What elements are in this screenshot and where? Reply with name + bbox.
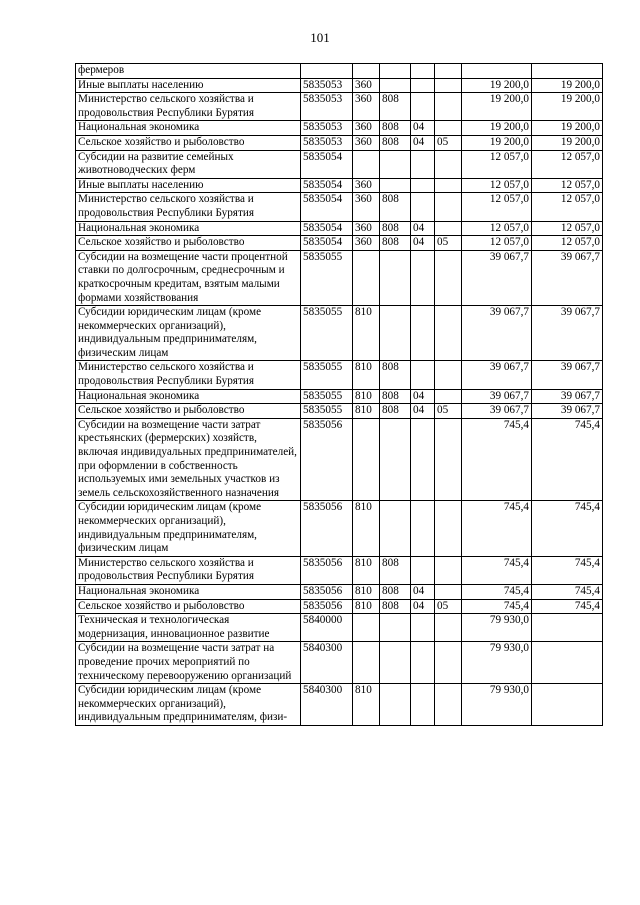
cell-expense-type: 810 — [353, 599, 380, 614]
cell-section — [411, 614, 435, 642]
cell-ministry-code: 808 — [380, 93, 411, 121]
cell-amount-2: 745,4 — [532, 501, 603, 556]
cell-expense-type: 360 — [353, 236, 380, 251]
cell-target-code: 5835055 — [301, 404, 353, 419]
cell-name: Сельское хозяйство и рыболовство — [76, 236, 301, 251]
cell-expense-type — [353, 150, 380, 178]
cell-ministry-code: 808 — [380, 584, 411, 599]
table-row — [76, 135, 603, 150]
cell-name: Иные выплаты населению — [76, 78, 301, 93]
cell-section — [411, 684, 435, 726]
cell-amount-2: 19 200,0 — [532, 135, 603, 150]
cell-section: 04 — [411, 121, 435, 136]
cell-expense-type — [353, 614, 380, 642]
cell-target-code: 5835056 — [301, 418, 353, 501]
cell-subsection — [435, 684, 462, 726]
cell-subsection: 05 — [435, 599, 462, 614]
table-row — [76, 121, 603, 136]
cell-amount-1: 39 067,7 — [462, 389, 532, 404]
table-body — [76, 64, 603, 726]
cell-amount-2: 745,4 — [532, 599, 603, 614]
cell-section: 04 — [411, 236, 435, 251]
cell-target-code: 5835053 — [301, 93, 353, 121]
cell-ministry-code: 808 — [380, 236, 411, 251]
cell-expense-type: 810 — [353, 584, 380, 599]
cell-section — [411, 556, 435, 584]
cell-expense-type: 360 — [353, 178, 380, 193]
cell-expense-type: 810 — [353, 404, 380, 419]
table-row — [76, 221, 603, 236]
cell-amount-2: 745,4 — [532, 556, 603, 584]
cell-target-code: 5835055 — [301, 361, 353, 389]
table-row — [76, 684, 603, 726]
cell-amount-1: 19 200,0 — [462, 135, 532, 150]
cell-ministry-code: 808 — [380, 121, 411, 136]
cell-ministry-code — [380, 150, 411, 178]
cell-ministry-code — [380, 78, 411, 93]
cell-target-code: 5835053 — [301, 135, 353, 150]
cell-target-code: 5840300 — [301, 642, 353, 684]
cell-amount-1: 19 200,0 — [462, 78, 532, 93]
cell-amount-1: 79 930,0 — [462, 684, 532, 726]
cell-target-code: 5835055 — [301, 250, 353, 305]
cell-amount-2: 745,4 — [532, 584, 603, 599]
cell-amount-2: 19 200,0 — [532, 78, 603, 93]
cell-name: Министерство сельского хозяйства и продовольствия Республики Бурятия — [76, 93, 301, 121]
cell-subsection — [435, 78, 462, 93]
cell-subsection — [435, 389, 462, 404]
cell-name: Сельское хозяйство и рыболовство — [76, 404, 301, 419]
cell-subsection — [435, 418, 462, 501]
table-row — [76, 418, 603, 501]
cell-amount-1: 12 057,0 — [462, 178, 532, 193]
cell-expense-type: 360 — [353, 221, 380, 236]
cell-section — [411, 306, 435, 361]
cell-amount-2: 12 057,0 — [532, 221, 603, 236]
table-row — [76, 236, 603, 251]
cell-expense-type — [353, 250, 380, 305]
cell-subsection — [435, 584, 462, 599]
cell-ministry-code — [380, 642, 411, 684]
cell-amount-2: 12 057,0 — [532, 193, 603, 221]
cell-amount-1: 19 200,0 — [462, 121, 532, 136]
cell-amount-2 — [532, 642, 603, 684]
cell-amount-1: 12 057,0 — [462, 193, 532, 221]
cell-ministry-code — [380, 684, 411, 726]
table-row — [76, 361, 603, 389]
cell-ministry-code: 808 — [380, 556, 411, 584]
cell-subsection — [435, 64, 462, 79]
table-row — [76, 599, 603, 614]
cell-ministry-code — [380, 418, 411, 501]
cell-expense-type: 360 — [353, 78, 380, 93]
cell-name: Национальная экономика — [76, 584, 301, 599]
table-row — [76, 250, 603, 305]
cell-section: 04 — [411, 135, 435, 150]
cell-amount-1: 79 930,0 — [462, 614, 532, 642]
cell-name: Субсидии на возмещение части затрат крестьянских (фермерских) хозяйств, включая индивидуальных предпринимателей, при оформлении в собственность используемых ими земельных участков из земель сельскохозяйственного назначения — [76, 418, 301, 501]
table-row — [76, 78, 603, 93]
cell-name: Министерство сельского хозяйства и продовольствия Республики Бурятия — [76, 361, 301, 389]
cell-name: Субсидии на возмещение части затрат на проведение прочих мероприятий по техническому перевооружению организаций — [76, 642, 301, 684]
cell-section — [411, 93, 435, 121]
cell-amount-2: 12 057,0 — [532, 178, 603, 193]
cell-amount-1: 12 057,0 — [462, 221, 532, 236]
cell-amount-1: 745,4 — [462, 599, 532, 614]
cell-target-code: 5835056 — [301, 556, 353, 584]
cell-amount-1 — [462, 64, 532, 79]
cell-subsection — [435, 150, 462, 178]
cell-subsection: 05 — [435, 135, 462, 150]
table-row — [76, 64, 603, 79]
cell-name: Иные выплаты населению — [76, 178, 301, 193]
cell-amount-1: 12 057,0 — [462, 150, 532, 178]
cell-subsection: 05 — [435, 404, 462, 419]
cell-target-code: 5835056 — [301, 599, 353, 614]
cell-expense-type — [353, 64, 380, 79]
cell-amount-1: 39 067,7 — [462, 361, 532, 389]
table-row — [76, 150, 603, 178]
cell-amount-2: 39 067,7 — [532, 404, 603, 419]
cell-target-code: 5835053 — [301, 121, 353, 136]
cell-amount-2: 19 200,0 — [532, 121, 603, 136]
cell-subsection: 05 — [435, 236, 462, 251]
cell-section — [411, 418, 435, 501]
cell-name: Субсидии юридическим лицам (кроме некоммерческих организаций), индивидуальным предпринимателям, физическим лицам — [76, 306, 301, 361]
cell-amount-2: 12 057,0 — [532, 150, 603, 178]
cell-ministry-code — [380, 306, 411, 361]
cell-section — [411, 178, 435, 193]
cell-amount-2: 39 067,7 — [532, 306, 603, 361]
cell-amount-2: 745,4 — [532, 418, 603, 501]
cell-name: Сельское хозяйство и рыболовство — [76, 599, 301, 614]
cell-expense-type: 810 — [353, 306, 380, 361]
table-row — [76, 193, 603, 221]
cell-section — [411, 250, 435, 305]
table-row — [76, 404, 603, 419]
cell-amount-2 — [532, 614, 603, 642]
cell-subsection — [435, 121, 462, 136]
cell-name: Сельское хозяйство и рыболовство — [76, 135, 301, 150]
cell-amount-2: 19 200,0 — [532, 93, 603, 121]
cell-section — [411, 642, 435, 684]
table-row — [76, 178, 603, 193]
cell-ministry-code: 808 — [380, 599, 411, 614]
cell-ministry-code — [380, 64, 411, 79]
cell-subsection — [435, 642, 462, 684]
cell-amount-1: 39 067,7 — [462, 404, 532, 419]
cell-subsection — [435, 556, 462, 584]
cell-amount-1: 19 200,0 — [462, 93, 532, 121]
cell-subsection — [435, 250, 462, 305]
table-row — [76, 584, 603, 599]
cell-amount-1: 745,4 — [462, 501, 532, 556]
cell-expense-type: 810 — [353, 501, 380, 556]
cell-target-code: 5835054 — [301, 193, 353, 221]
cell-ministry-code — [380, 250, 411, 305]
table-row — [76, 614, 603, 642]
cell-subsection — [435, 306, 462, 361]
cell-target-code: 5835055 — [301, 389, 353, 404]
cell-ministry-code: 808 — [380, 404, 411, 419]
cell-amount-1: 79 930,0 — [462, 642, 532, 684]
table-row — [76, 93, 603, 121]
cell-target-code: 5835054 — [301, 236, 353, 251]
cell-section: 04 — [411, 404, 435, 419]
cell-amount-2: 39 067,7 — [532, 250, 603, 305]
cell-expense-type — [353, 642, 380, 684]
cell-target-code: 5840300 — [301, 684, 353, 726]
cell-expense-type: 360 — [353, 135, 380, 150]
cell-subsection — [435, 614, 462, 642]
cell-expense-type: 810 — [353, 684, 380, 726]
table-row — [76, 306, 603, 361]
cell-subsection — [435, 501, 462, 556]
cell-ministry-code — [380, 614, 411, 642]
cell-name: Министерство сельского хозяйства и продовольствия Республики Бурятия — [76, 193, 301, 221]
cell-subsection — [435, 193, 462, 221]
cell-name: Субсидии юридическим лицам (кроме некоммерческих организаций), индивидуальным предпринимателям, физи- — [76, 684, 301, 726]
cell-expense-type: 810 — [353, 556, 380, 584]
cell-section: 04 — [411, 221, 435, 236]
cell-target-code: 5835054 — [301, 150, 353, 178]
cell-ministry-code: 808 — [380, 193, 411, 221]
cell-target-code: 5835053 — [301, 78, 353, 93]
cell-name: Субсидии на развитие семейных животноводческих ферм — [76, 150, 301, 178]
table-row — [76, 642, 603, 684]
cell-amount-1: 745,4 — [462, 584, 532, 599]
cell-ministry-code: 808 — [380, 135, 411, 150]
cell-subsection — [435, 93, 462, 121]
cell-subsection — [435, 361, 462, 389]
cell-target-code: 5835054 — [301, 178, 353, 193]
cell-ministry-code: 808 — [380, 221, 411, 236]
cell-target-code — [301, 64, 353, 79]
cell-expense-type: 810 — [353, 361, 380, 389]
cell-target-code: 5835056 — [301, 501, 353, 556]
cell-target-code: 5835054 — [301, 221, 353, 236]
cell-name: Национальная экономика — [76, 121, 301, 136]
cell-target-code: 5835056 — [301, 584, 353, 599]
cell-section: 04 — [411, 584, 435, 599]
cell-expense-type: 360 — [353, 121, 380, 136]
cell-expense-type: 360 — [353, 193, 380, 221]
cell-subsection — [435, 178, 462, 193]
table-row — [76, 389, 603, 404]
cell-ministry-code — [380, 501, 411, 556]
cell-amount-1: 12 057,0 — [462, 236, 532, 251]
cell-section: 04 — [411, 599, 435, 614]
cell-section — [411, 361, 435, 389]
cell-section — [411, 64, 435, 79]
cell-expense-type — [353, 418, 380, 501]
cell-amount-2 — [532, 64, 603, 79]
cell-name: Национальная экономика — [76, 221, 301, 236]
cell-amount-1: 39 067,7 — [462, 250, 532, 305]
cell-name: Министерство сельского хозяйства и продовольствия Республики Бурятия — [76, 556, 301, 584]
cell-target-code: 5835055 — [301, 306, 353, 361]
cell-target-code: 5840000 — [301, 614, 353, 642]
cell-section — [411, 501, 435, 556]
cell-amount-1: 745,4 — [462, 556, 532, 584]
table-row — [76, 556, 603, 584]
cell-name: Техническая и технологическая модернизация, инновационное развитие — [76, 614, 301, 642]
cell-amount-1: 745,4 — [462, 418, 532, 501]
cell-amount-1: 39 067,7 — [462, 306, 532, 361]
cell-name: Субсидии на возмещение части процентной ставки по долгосрочным, среднесрочным и краткосрочным кредитам, взятым малыми формами хозяйствования — [76, 250, 301, 305]
table-row — [76, 501, 603, 556]
cell-subsection — [435, 221, 462, 236]
page-number: 101 — [310, 30, 330, 45]
cell-expense-type: 810 — [353, 389, 380, 404]
cell-amount-2: 12 057,0 — [532, 236, 603, 251]
cell-section — [411, 78, 435, 93]
cell-ministry-code: 808 — [380, 361, 411, 389]
budget-table — [75, 63, 603, 726]
cell-amount-2: 39 067,7 — [532, 361, 603, 389]
cell-section — [411, 193, 435, 221]
cell-name: фермеров — [76, 64, 301, 79]
cell-section — [411, 150, 435, 178]
cell-amount-2 — [532, 684, 603, 726]
cell-section: 04 — [411, 389, 435, 404]
cell-name: Субсидии юридическим лицам (кроме некоммерческих организаций), индивидуальным предпринимателям, физическим лицам — [76, 501, 301, 556]
cell-ministry-code: 808 — [380, 389, 411, 404]
cell-name: Национальная экономика — [76, 389, 301, 404]
cell-expense-type: 360 — [353, 93, 380, 121]
cell-ministry-code — [380, 178, 411, 193]
cell-amount-2: 39 067,7 — [532, 389, 603, 404]
